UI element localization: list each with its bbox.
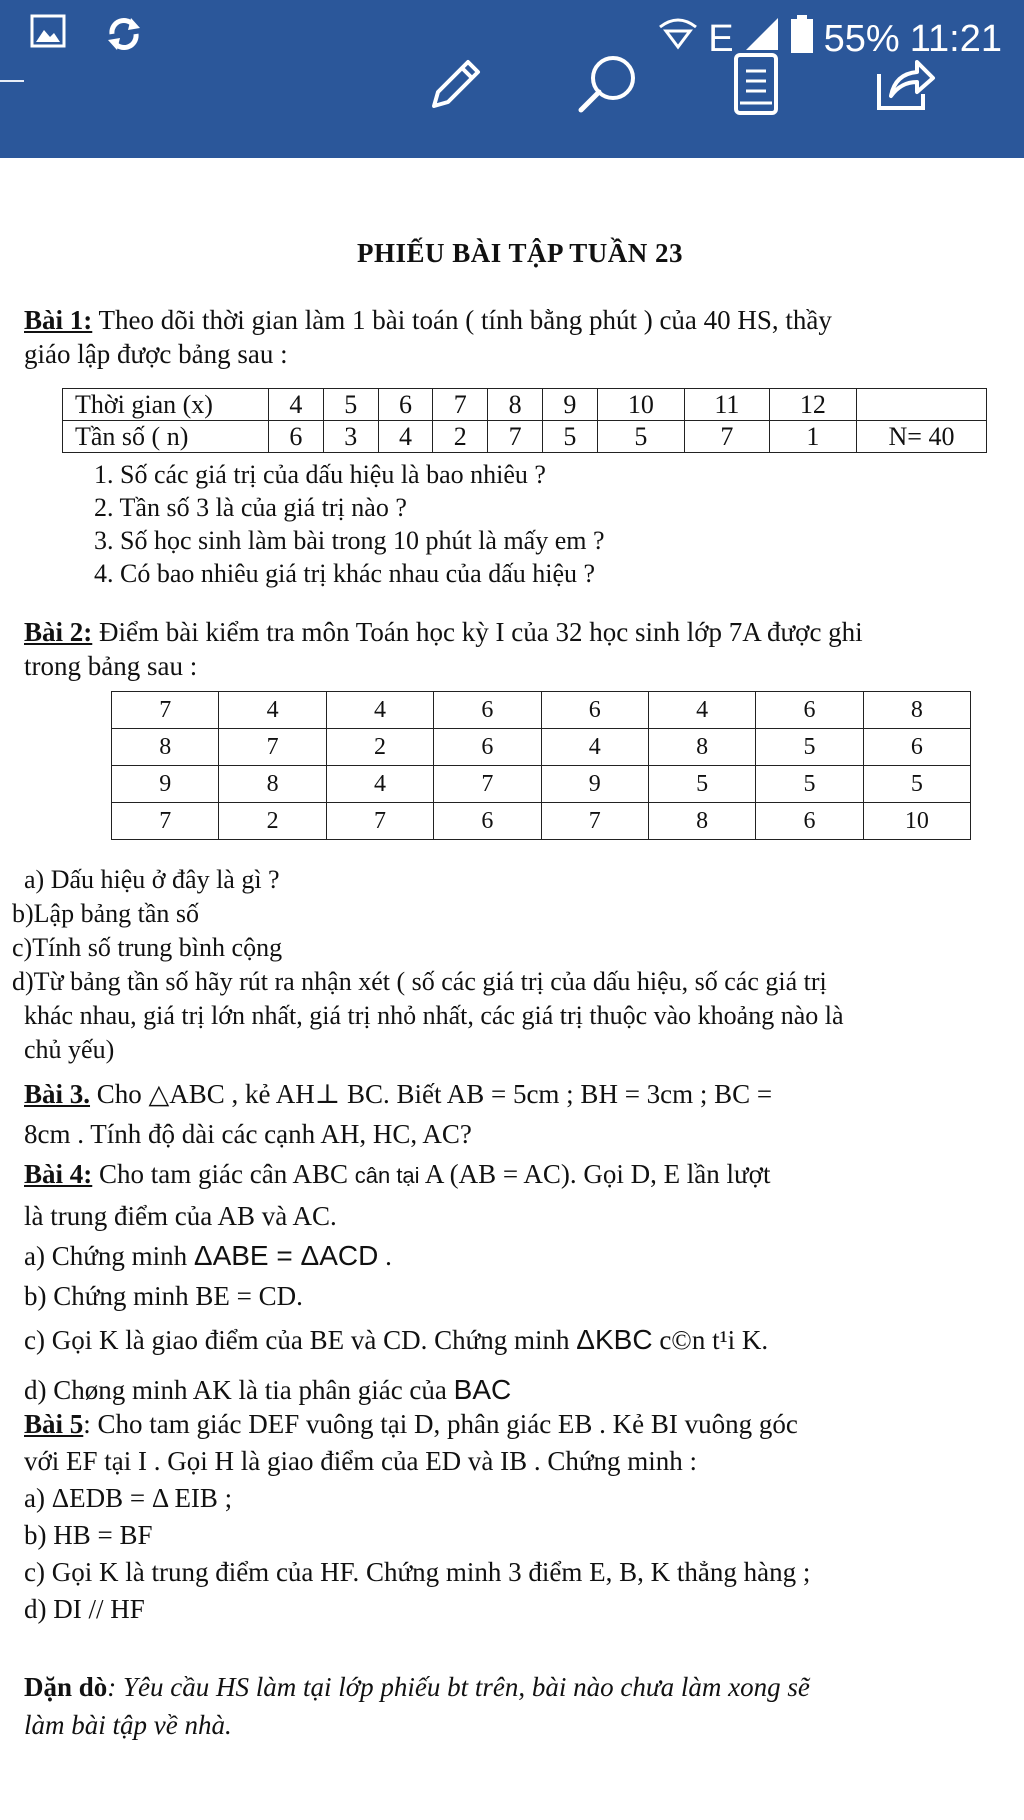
table-row [63,389,987,421]
bai4-text1c: A (AB = AC). Gọi D, E lần lượt [419,1159,771,1189]
table-cell: 2 [433,421,488,453]
bai3-text-line2: 8cm . Tính độ dài các cạnh AH, HC, AC? [24,1119,472,1149]
share-icon [873,54,939,114]
table-cell: 1 [769,421,856,453]
bai5-label: Bài 5 [24,1409,84,1439]
bai4-c-math: ΔKBC [576,1324,653,1355]
table-cell: 9 [542,389,597,421]
bai5 [24,1406,810,1628]
bai3 [24,1074,772,1154]
table-cell: 8 [219,766,326,803]
bai4-a-math: ΔABE = ΔACD [193,1240,379,1271]
table-cell: 7 [488,421,543,453]
table-row [63,421,987,453]
bai4-d-pre: d) Chøng minh AK là tia phân giác của [24,1375,454,1405]
table-cell: 7 [219,729,326,766]
table-cell: 8 [112,729,219,766]
table-cell: 6 [756,692,863,729]
table-cell: 6 [434,803,541,840]
table-cell: 4 [269,389,324,421]
bai4-text1a: Cho tam giác cân ABC [92,1159,355,1189]
bai4-text-line2: là trung điểm của AB và AC. [24,1201,337,1231]
table-cell: 7 [684,421,769,453]
table-cell: 5 [863,766,970,803]
mobile-view-button[interactable] [720,48,792,120]
search-button[interactable] [570,48,642,120]
table-cell: 7 [112,692,219,729]
table-cell: 5 [648,766,755,803]
bai4-a-post: . [378,1241,392,1271]
dan-do [24,1668,810,1744]
bai2-intro [24,615,863,683]
clock: 11:21 [909,17,1002,60]
bai2-question-a: a) Dấu hiệu ở đây là gì ? [24,865,280,894]
list-item: 2. Tần số 3 là của giá trị nào ? [94,493,407,522]
table-cell: 8 [863,692,970,729]
bai5-c: c) Gọi K là trung điểm của HF. Chứng minh 3 điểm E, B, K thẳng hàng ; [24,1557,811,1587]
pencil-icon [424,52,488,116]
bai3-text-line1: Cho △ABC , kẻ AH⊥ BC. Biết AB = 5cm ; BH = 3cm ; BC = [90,1079,773,1109]
table-cell: 7 [112,803,219,840]
table-cell: 6 [434,729,541,766]
status-bar-left [30,14,144,59]
bai5-b: b) HB = BF [24,1520,153,1550]
table-header-cell: Tần số ( n) [63,421,269,453]
bai2-questions [24,863,280,897]
table-cell: 8 [488,389,543,421]
table-cell: 7 [434,766,541,803]
table-cell: 2 [219,803,326,840]
table-cell: 5 [323,389,378,421]
table-cell: 7 [541,803,648,840]
dan-do-label: Dặn dò [24,1672,108,1702]
bai5-text-line2: với EF tại I . Gọi H là giao điểm của ED và IB . Chứng minh : [24,1446,698,1476]
search-icon [571,52,641,116]
table-cell: 8 [648,803,755,840]
bai1-label: Bài 1: [24,305,93,335]
bai5-a: a) ΔEDB = Δ EIB ; [24,1483,233,1513]
table-cell: 9 [112,766,219,803]
bai4-text1b: cân tại [354,1163,420,1188]
bai2-question-d-line2: khác nhau, giá trị lớn nhất, giá trị nhỏ nhất, các giá trị thuộc vào khoảng nào là [24,1001,844,1030]
table-cell: 5 [542,421,597,453]
dan-do-text-line1: : Yêu cầu HS làm tại lớp phiếu bt trên, bài nào chưa làm xong sẽ [107,1672,810,1702]
table-header-cell: Thời gian (x) [63,389,269,421]
battery-level: 55% [823,17,900,60]
table-cell: 10 [597,389,684,421]
scores-table [111,691,971,840]
bai2-question-c: c)Tính số trung bình cộng [12,933,283,962]
bai4-d-math: BAC [453,1374,512,1405]
table-cell: 8 [648,729,755,766]
network-type: E [708,17,734,60]
table-cell: 4 [648,692,755,729]
table-cell: 7 [326,803,433,840]
table-cell: 11 [684,389,769,421]
list-item: 3. Số học sinh làm bài trong 10 phút là mấy em ? [94,526,605,555]
table-row [112,692,971,729]
bai1-text-line2: giáo lập được bảng sau : [24,339,288,369]
bai2-text-line2: trong bảng sau : [24,651,198,681]
app-header [0,0,1024,158]
table-cell: 4 [378,421,433,453]
image-icon [30,14,66,59]
edit-button[interactable] [420,48,492,120]
frequency-table [62,388,987,453]
bai2-question-d-line3: chủ yếu) [24,1035,115,1064]
table-cell: 5 [597,421,684,453]
table-cell: 10 [863,803,970,840]
table-cell: 4 [326,692,433,729]
table-cell: 3 [323,421,378,453]
table-cell: 6 [378,389,433,421]
menu-stub [0,80,24,82]
bai4-c-post: c©n t¹i K. [652,1325,769,1355]
bai1-questions [94,458,605,590]
table-row [112,766,971,803]
bai2-text-line1: Điểm bài kiểm tra môn Toán học kỳ I của 32 học sinh lớp 7A được ghi [92,617,863,647]
table-cell: 9 [541,766,648,803]
dan-do-text-line2: làm bài tập về nhà. [24,1710,232,1740]
table-cell: 2 [326,729,433,766]
bai2-questions-rest [12,897,844,1067]
bai2-question-d-line1: d)Từ bảng tần số hãy rút ra nhận xét ( số các giá trị của dấu hiệu, số các giá trị [12,967,827,996]
document-page[interactable] [0,158,1024,1820]
bai4-b: b) Chứng minh BE = CD. [24,1281,303,1311]
table-cell: 7 [433,389,488,421]
bai4-a-pre: a) Chứng minh [24,1241,194,1271]
bai4-c-pre: c) Gọi K là giao điểm của BE và CD. Chứng minh [24,1325,577,1355]
table-row [112,729,971,766]
share-button[interactable] [870,48,942,120]
bai1-intro [24,303,832,371]
table-cell [857,389,987,421]
list-item: 1. Số các giá trị của dấu hiệu là bao nhiêu ? [94,460,546,489]
bai5-d: d) DI // HF [24,1594,145,1624]
table-cell: 4 [541,729,648,766]
table-cell: 5 [756,766,863,803]
mobile-view-icon [732,51,780,117]
bai4-label: Bài 4: [24,1159,93,1189]
table-cell: 5 [756,729,863,766]
table-cell: 6 [269,421,324,453]
table-cell: N= 40 [857,421,987,453]
bai5-text-line1: : Cho tam giác DEF vuông tại D, phân giác EB . Kẻ BI vuông góc [83,1409,798,1439]
table-cell: 12 [769,389,856,421]
table-cell: 6 [756,803,863,840]
table-cell: 6 [434,692,541,729]
table-cell: 6 [541,692,648,729]
table-cell: 6 [863,729,970,766]
sync-icon [104,14,144,59]
list-item: 4. Có bao nhiêu giá trị khác nhau của dấu hiệu ? [94,559,596,588]
bai2-question-b: b)Lập bảng tần số [12,899,200,928]
table-cell: 4 [326,766,433,803]
bai2-label: Bài 2: [24,617,93,647]
bai3-label: Bài 3. [24,1079,91,1109]
toolbar [420,48,942,120]
bai1-text-line1: Theo dõi thời gian làm 1 bài toán ( tính bằng phút ) của 40 HS, thầy [92,305,832,335]
table-row [112,803,971,840]
table-cell: 4 [219,692,326,729]
bai4 [24,1154,770,1410]
page-title: PHIẾU BÀI TẬP TUẦN 23 [356,238,684,268]
